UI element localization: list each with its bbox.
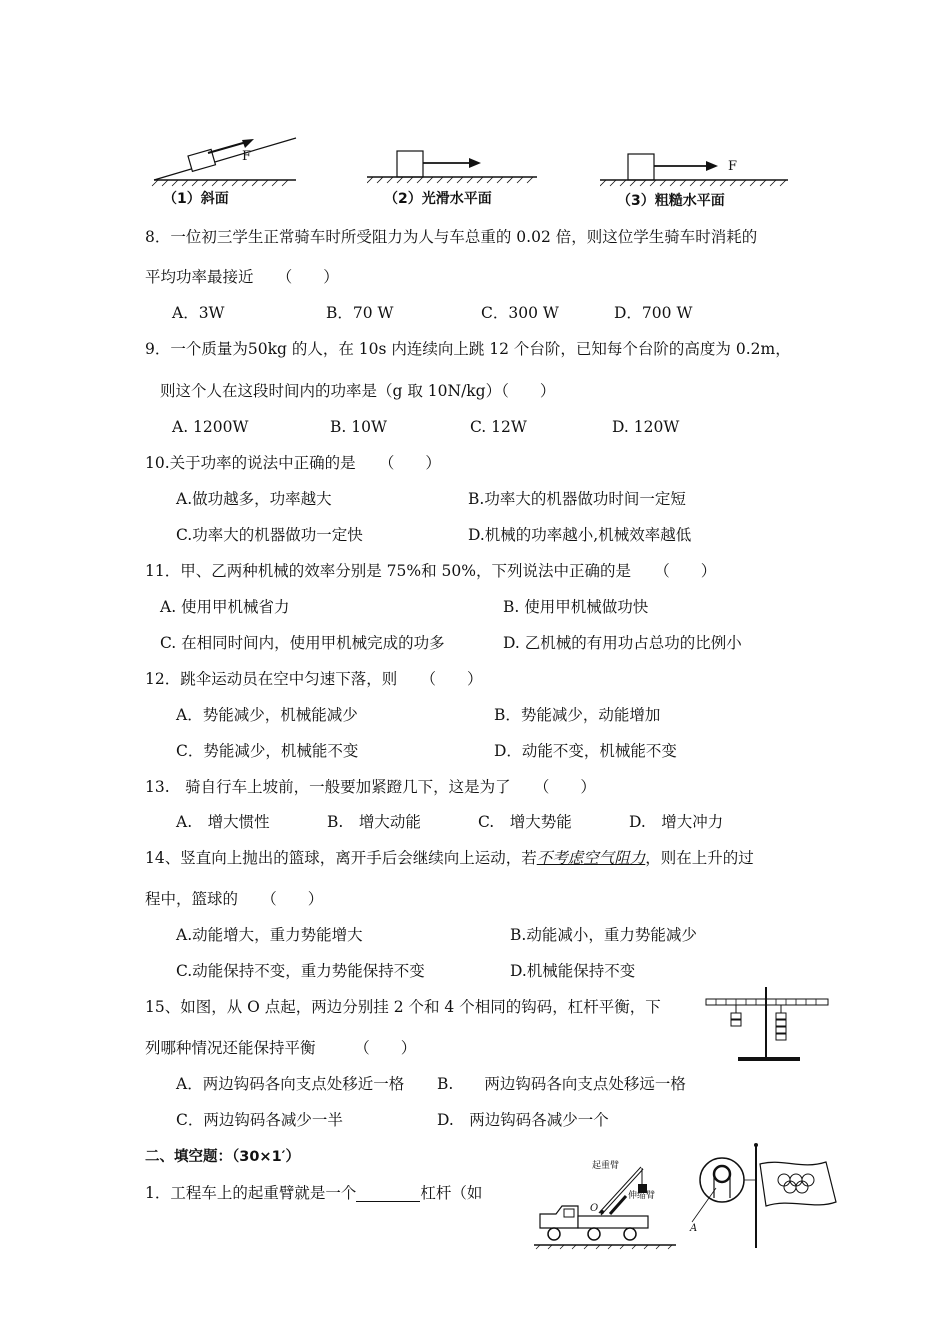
fig1-caption: （1）斜面 <box>163 191 229 207</box>
crane-telescopic-label: 伸缩臂 <box>628 1191 656 1201</box>
force-label-3: F <box>728 159 738 174</box>
crane-pivot-label: O <box>590 1203 599 1214</box>
flag-pulley-figure <box>690 1140 850 1250</box>
q14-line1 <box>145 851 754 867</box>
q12-option-c: C．势能减少，机械能不变 <box>176 742 359 760</box>
section2-q1-post: 杠杆（如 <box>420 1184 483 1202</box>
flag-pulley-diagram <box>690 1140 850 1250</box>
q15-option-a: A．两边钩码各向支点处移近一格 <box>176 1075 405 1093</box>
q14-line2: 程中，篮球的 （ ） <box>145 890 324 908</box>
q14-line1-post: ，则在上升的过 <box>645 849 754 867</box>
q13-option-d: D. 增大冲力 <box>629 813 724 831</box>
q14-option-d: D.机械能保持不变 <box>510 962 636 980</box>
lever-figure <box>704 985 834 1065</box>
q10-option-c: C.功率大的机器做功一定快 <box>176 526 363 544</box>
q14-emphasis: 不考虑空气阻力 <box>536 849 646 867</box>
q14-option-b: B.动能减小，重力势能减少 <box>510 926 697 944</box>
q8-option-d: D．700 W <box>614 304 693 322</box>
q8-option-a: A．3W <box>172 304 225 322</box>
q15-line2: 列哪种情况还能保持平衡 （ ） <box>145 1039 417 1057</box>
incline-figure <box>150 128 300 188</box>
q10-option-a: A.做功越多，功率越大 <box>176 490 332 508</box>
q8-line2: 平均功率最接近 （ ） <box>145 268 339 286</box>
q9-option-d: D. 120W <box>612 418 680 436</box>
q13-stem: 13. 骑自行车上坡前，一般要加紧蹬几下，这是为了 （ ） <box>145 778 596 796</box>
q10-option-b: B.功率大的机器做功时间一定短 <box>468 490 686 508</box>
q15-line1: 15、如图，从 O 点起，两边分别挂 2 个和 4 个相同的钩码，杠杆平衡，下 <box>145 998 661 1016</box>
section2-q1 <box>145 1186 482 1202</box>
smooth-surface-diagram <box>367 145 537 190</box>
q12-option-b: B．势能减少，动能增加 <box>494 706 661 724</box>
q15-option-b: B. 两边钩码各向支点处移远一格 <box>437 1075 686 1093</box>
q14-line1-pre: 14、竖直向上抛出的篮球，离开手后会继续向上运动，若 <box>145 849 537 867</box>
q9-line2: 则这个人在这段时间内的功率是（g 取 10N/kg）（ ） <box>160 382 556 400</box>
incline-diagram <box>150 128 300 188</box>
q12-option-a: A．势能减少，机械能减少 <box>176 706 358 724</box>
section2-q1-pre: 1．工程车上的起重臂就是一个 <box>145 1184 357 1202</box>
q13-option-b: B. 增大动能 <box>327 813 421 831</box>
q14-option-c: C.动能保持不变，重力势能保持不变 <box>176 962 425 980</box>
q13-option-a: A. 增大惯性 <box>176 813 270 831</box>
q10-option-d: D.机械的功率越小,机械效率越低 <box>468 526 692 544</box>
q9-option-b: B. 10W <box>330 418 387 436</box>
fig2-caption: （2）光滑水平面 <box>384 191 492 207</box>
rough-surface-diagram <box>600 148 790 193</box>
q11-stem: 11．甲、乙两种机械的效率分别是 75%和 50%，下列说法中正确的是 （ ） <box>145 562 717 580</box>
q8-option-c: C．300 W <box>481 304 559 322</box>
crane-boom-label: 起重臂 <box>592 1161 620 1171</box>
answer-blank[interactable] <box>356 1187 420 1202</box>
q11-option-a: A. 使用甲机械省力 <box>160 598 290 616</box>
q9-option-a: A. 1200W <box>172 418 249 436</box>
flag-point-label: A <box>690 1223 698 1234</box>
force-label-1: F <box>242 149 252 164</box>
rough-surface-figure <box>600 148 790 193</box>
q13-option-c: C. 增大势能 <box>478 813 572 831</box>
q11-option-c: C. 在相同时间内，使用甲机械完成的功多 <box>160 634 445 652</box>
q12-stem: 12．跳伞运动员在空中匀速下落，则 （ ） <box>145 670 483 688</box>
smooth-surface-figure <box>367 145 537 190</box>
q8-option-b: B．70 W <box>326 304 394 322</box>
crane-truck-figure <box>530 1150 680 1250</box>
q10-stem: 10.关于功率的说法中正确的是 （ ） <box>145 454 441 472</box>
fig3-caption: （3）粗糙水平面 <box>617 193 725 209</box>
q11-option-d: D. 乙机械的有用功占总功的比例小 <box>503 634 742 652</box>
q15-option-d: D. 两边钩码各减少一个 <box>437 1111 609 1129</box>
q12-option-d: D．动能不变，机械能不变 <box>494 742 677 760</box>
section2-title: 二、填空题：（30×1′） <box>145 1149 300 1165</box>
q9-line1: 9．一个质量为50kg 的人，在 10s 内连续向上跳 12 个台阶，已知每个台阶的高度为 0.2m， <box>145 340 791 358</box>
q11-option-b: B. 使用甲机械做功快 <box>503 598 649 616</box>
q14-option-a: A.动能增大，重力势能增大 <box>176 926 363 944</box>
q9-option-c: C. 12W <box>470 418 527 436</box>
lever-diagram <box>704 985 834 1065</box>
q8-line1: 8．一位初三学生正常骑车时所受阻力为人与车总重的 0.02 倍，则这位学生骑车时消耗的 <box>145 228 758 246</box>
q15-option-c: C．两边钩码各减少一半 <box>176 1111 343 1129</box>
